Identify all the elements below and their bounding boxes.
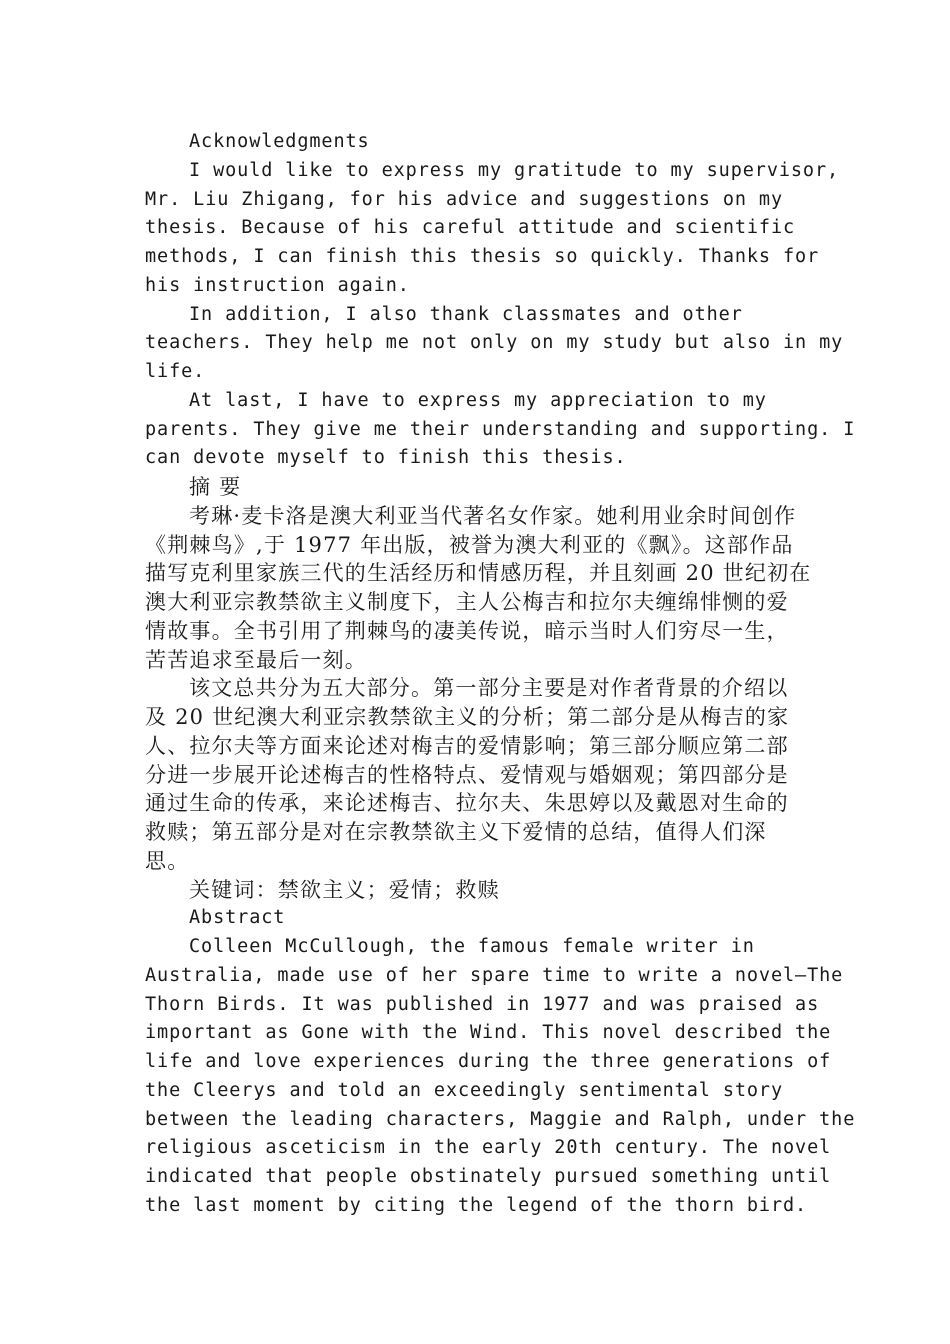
- text-line: Australia, made use of her spare time to write a novel—The: [145, 964, 844, 986]
- text-line: 思。: [145, 848, 190, 873]
- text-line: 人、拉尔夫等方面来论述对梅吉的爱情影响；第三部分顺应第二部: [145, 733, 789, 758]
- text-line: life and love experiences during the three generations of: [145, 1051, 832, 1072]
- text-line: 分进一步展开论述梅吉的性格特点、爱情观与婚姻观；第四部分是: [145, 762, 789, 787]
- text-line: can devote myself to finish this thesis.: [145, 447, 627, 469]
- text-line: methods, I can finish this thesis so quickly. Thanks for: [145, 246, 820, 267]
- text-line: 澳大利亚宗教禁欲主义制度下，主人公梅吉和拉尔夫缠绵悱恻的爱: [145, 590, 789, 614]
- text-line: between the leading characters, Maggie and Ralph, under the: [145, 1108, 856, 1130]
- text-line: 情故事。全书引用了荆棘鸟的凄美传说，暗示当时人们穷尽一生，: [145, 618, 789, 643]
- chinese-abstract-heading: 摘 要: [189, 475, 242, 499]
- text-line: I would like to express my gratitude to my supervisor,: [189, 159, 840, 181]
- acknowledgments-paragraph-2: [145, 301, 844, 387]
- text-line: In addition, I also thank classmates and other: [189, 303, 743, 325]
- text-line: Thorn Birds. It was published in 1977 and was praised as: [145, 993, 820, 1015]
- text-line: teachers. They help me not only on my study but also in my: [145, 332, 844, 354]
- text-line: 该文总共分为五大部分。第一部分主要是对作者背景的介绍以: [189, 676, 789, 701]
- text-line: 通过生命的传承，来论述梅吉、拉尔夫、朱思婷以及戴恩对生命的: [145, 791, 789, 816]
- text-line: indicated that people obstinately pursued something until: [145, 1166, 832, 1187]
- text-line: the Cleerys and told an exceedingly sentimental story: [145, 1079, 784, 1101]
- text-line: Colleen McCullough, the famous female writer in: [189, 936, 755, 957]
- text-line: his instruction again.: [145, 274, 410, 296]
- chinese-keywords: 关键词：禁欲主义；爱情；救赎: [189, 877, 500, 902]
- acknowledgments-paragraph-1: [145, 157, 840, 301]
- text-line: At last, I have to express my appreciation to my: [189, 389, 767, 411]
- text-line: 考琳·麦卡洛是澳大利亚当代著名女作家。她利用业余时间创作: [189, 503, 797, 528]
- text-line: religious asceticism in the early 20th century. The novel: [145, 1137, 832, 1159]
- text-line: 救赎；第五部分是对在宗教禁欲主义下爱情的总结，值得人们深: [145, 820, 767, 844]
- acknowledgments-heading: Acknowledgments: [189, 131, 370, 152]
- text-line: parents. They give me their understanding and supporting. I: [145, 418, 856, 440]
- abstract-paragraph-1: [145, 933, 856, 1221]
- text-line: 《荆棘鸟》,于 1977 年出版，被誉为澳大利亚的《飘》。这部作品: [145, 532, 794, 557]
- text-line: important as Gone with the Wind. This novel described the: [145, 1022, 832, 1044]
- text-line: 及 20 世纪澳大利亚宗教禁欲主义的分析；第二部分是从梅吉的家: [145, 705, 790, 729]
- chinese-abstract-paragraph-1: [145, 502, 810, 675]
- text-line: the last moment by citing the legend of the thorn bird.: [145, 1194, 808, 1216]
- text-line: 苦苦追求至最后一刻。: [145, 647, 367, 672]
- text-line: thesis. Because of his careful attitude and scientific: [145, 217, 796, 239]
- abstract-heading: Abstract: [189, 907, 286, 929]
- text-line: 描写克利里家族三代的生活经历和情感历程，并且刻画 20 世纪初在: [145, 561, 812, 586]
- document-page: [145, 128, 856, 1221]
- chinese-abstract-paragraph-2: [145, 674, 810, 875]
- acknowledgments-paragraph-3: [145, 387, 856, 473]
- text-line: Mr. Liu Zhigang, for his advice and suggestions on my: [145, 188, 784, 210]
- text-line: life.: [145, 361, 206, 382]
